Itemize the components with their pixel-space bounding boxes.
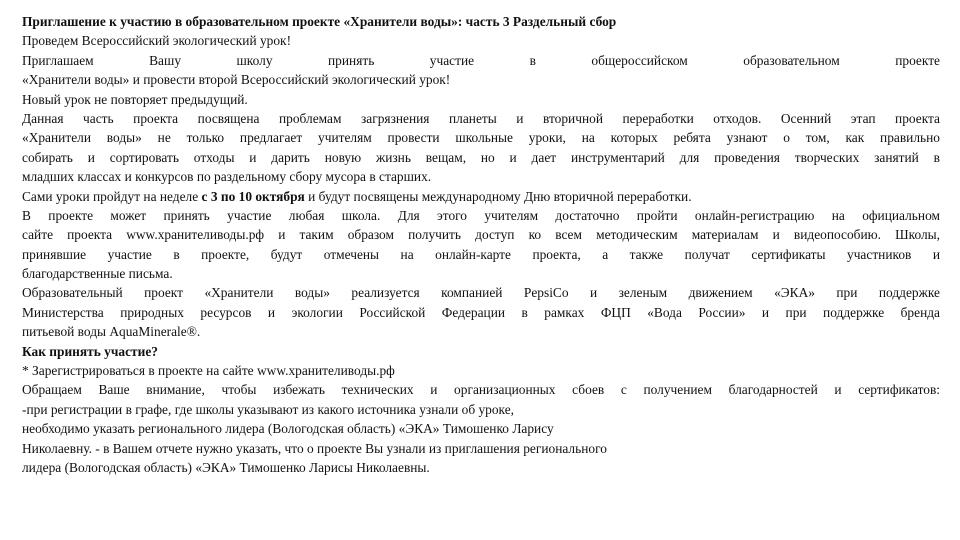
text-line: «Хранители воды» и провести второй Всероссийский экологический урок! — [22, 72, 451, 88]
text-line: питьевой воды AquaMinerale®. — [22, 324, 201, 340]
text-line: Министерства природных ресурсов и экологии Российской Федерации в рамках ФЦП «Вода России» и при поддержке бренда — [22, 304, 940, 320]
document-body — [22, 12, 940, 477]
text-line: Новый урок не повторяет предыдущий. — [22, 91, 248, 107]
text-line: Проведем Всероссийский экологический урок! — [22, 33, 292, 49]
dates-emphasis: с 3 по 10 октября — [201, 188, 305, 204]
text-line: * Зарегистрироваться в проекте на сайте www.хранителиводы.рф — [22, 363, 395, 379]
text-line: Обращаем Ваше внимание, чтобы избежать технических и организационных сбоев с получением благодарностей и сертификатов: — [22, 382, 940, 398]
text-line: собирать и сортировать отходы и дарить новую жизнь вещам, но и дает инструментарий для проведения творческих занятий в — [22, 149, 940, 165]
text-line: -при регистрации в графе, где школы указывают из какого источника узнали об уроке, — [22, 401, 515, 417]
text-line: благодарственные письма. — [22, 266, 173, 282]
text-line: младших классах и конкурсов по раздельному сбору мусора в старших. — [22, 169, 432, 185]
text-line: В проекте может принять участие любая школа. Для этого учителям достаточно пройти онлайн-регистрацию на официальном — [22, 207, 940, 223]
text-line: принявшие участие в проекте, будут отмечены на онлайн-карте проекта, а также получат сертификаты участников и — [22, 246, 940, 262]
text-line: Николаевну. - в Вашем отчете нужно указать, что о проекте Вы узнали из приглашения регионального — [22, 440, 607, 456]
text-line: Образовательный проект «Хранители воды» реализуется компанией PepsiCo и зеленым движением «ЭКА» при поддержке — [22, 285, 940, 301]
text-line: Приглашаем Вашу школу принять участие в общероссийском образовательном проекте — [22, 52, 940, 68]
text-line: сайте проекта www.хранителиводы.рф и таким образом получить доступ ко всем методическим материалам и видеопособию. Школы, — [22, 227, 940, 243]
text-line: Данная часть проекта посвящена проблемам загрязнения планеты и вторичной переработки отходов. Осенний этап проекта — [22, 110, 940, 126]
text-line: «Хранители воды» не только предлагает учителям провести школьные уроки, на которых ребята узнают о том, как правильно — [22, 130, 940, 146]
text-line-dates — [22, 187, 940, 206]
document-title: Приглашение к участию в образовательном проекте «Хранители воды»: часть 3 Раздельный сбор — [22, 14, 617, 29]
text-line: лидера (Вологодская область) «ЭКА» Тимошенко Ларисы Николаевны. — [22, 459, 430, 475]
text-segment: и будут посвящены международному Дню вторичной переработки. — [304, 188, 692, 204]
text-segment: Сами уроки пройдут на неделе — [22, 188, 202, 204]
section-heading: Как принять участие? — [22, 343, 158, 359]
text-line: необходимо указать регионального лидера (Вологодская область) «ЭКА» Тимошенко Ларису — [22, 421, 554, 437]
